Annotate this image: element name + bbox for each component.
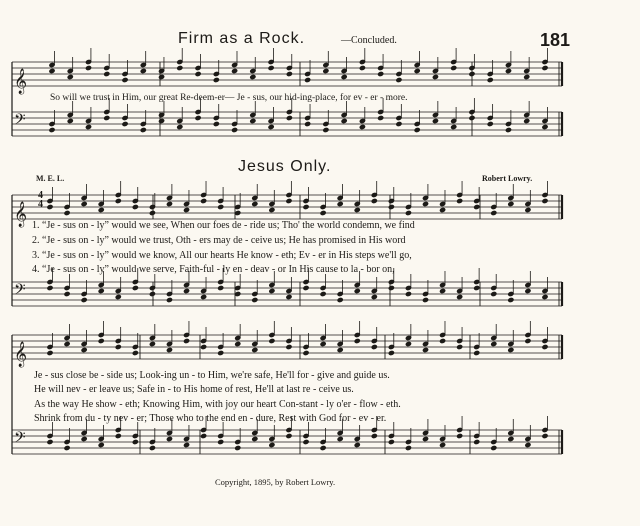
song-author: M. E. L. [36, 174, 65, 183]
song-composer: Robert Lowry. [482, 174, 533, 183]
svg-text:𝄞: 𝄞 [14, 69, 28, 94]
verse-1-line-2: Je - sus close be - side us; Look-ing un - to Him, we're safe, He'll for - give and guide us. [34, 370, 390, 381]
verse-2-line-1: 2. “Je - sus on - ly” would we trust, Oth - ers may de - ceive us; He has promised in His word [32, 235, 406, 246]
page-subtitle: —Concluded. [341, 35, 397, 46]
verse-3-line-1: 3. “Je - sus on - ly” would we know, All our hearts He know - eth; Ev - er in His steps we'll go, [32, 250, 412, 261]
verse-3-line-2: As the way He show - eth; Knowing Him, with joy our heart Con-stant - ly o'er - flow - eth. [34, 399, 401, 410]
svg-text:𝄞: 𝄞 [14, 202, 28, 227]
svg-text:𝄢: 𝄢 [14, 111, 26, 132]
svg-text:𝄢: 𝄢 [14, 429, 26, 450]
copyright-notice: Copyright, 1895, by Robert Lowry. [215, 477, 336, 487]
verse-4-line-1: 4. “Je - sus on - ly” would we serve, Faith-ful - ly en - deav - or In His cause to la - bor on, [32, 264, 395, 275]
verse-1-line-1: 1. “Je - sus on - ly” would we see, When our foes de - ride us; Tho' the world condemn, we find [32, 220, 415, 231]
top-system-lyric: So will we trust in Him, our great Re-deem-er— Je - sus, our hid-ing-place, for ev - er - more. [50, 93, 408, 103]
verse-2-line-2: He will nev - er leave us; Safe in - to His home of rest, He'll at last re - ceive us. [34, 384, 354, 395]
verse-4-line-2: Shrink from du - ty nev - er; Those who to the end en - dure, Rest with God for - ev - er. [34, 413, 387, 424]
page-number: 181 [540, 30, 571, 50]
svg-text:𝄢: 𝄢 [14, 281, 26, 302]
page-title: Firm as a Rock. [178, 30, 306, 47]
svg-text:𝄞: 𝄞 [14, 342, 28, 367]
time-signature: 4 4 [38, 190, 43, 210]
song-title: Jesus Only. [238, 158, 332, 175]
